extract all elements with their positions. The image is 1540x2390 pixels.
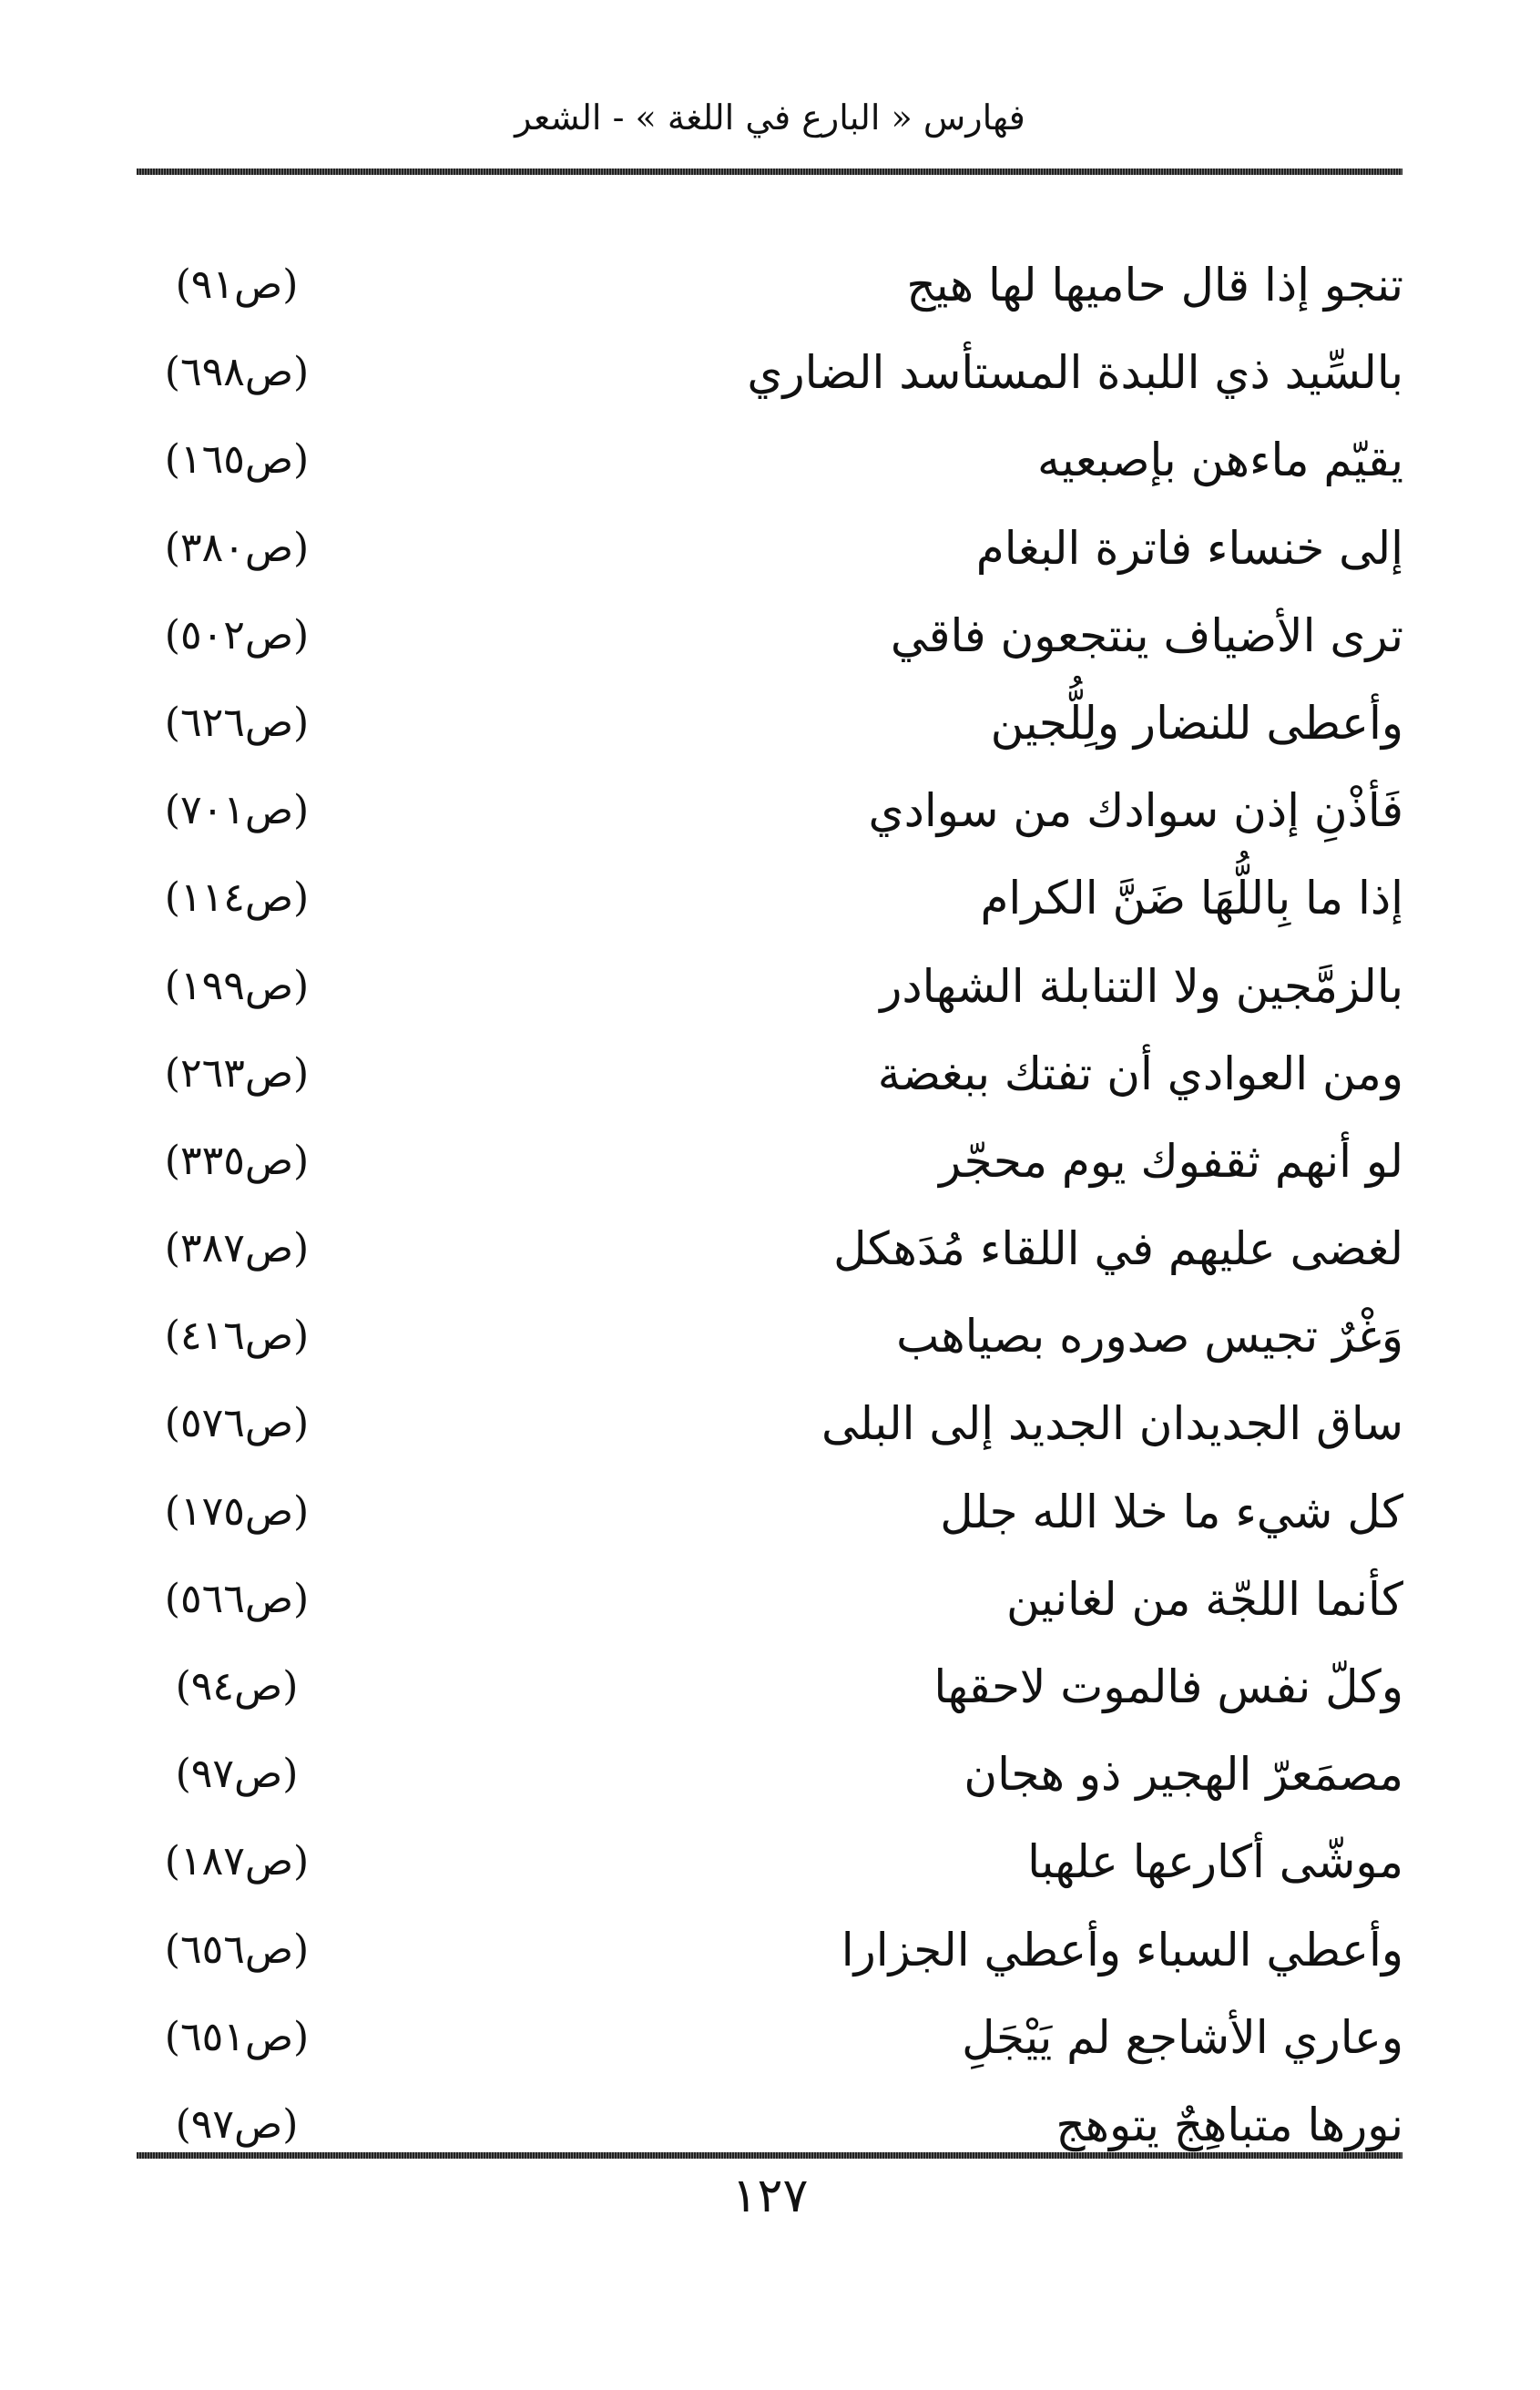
page-reference: (ص١٦٥) <box>164 436 310 484</box>
page-reference: (ص٩٤) <box>175 1663 299 1710</box>
page-reference: (ص٢٦٣) <box>164 1049 310 1097</box>
verse-text: وكلّ نفس فالموت لاحقها <box>933 1660 1403 1713</box>
verse-text: ساق الجديدان الجديد إلى البلى <box>821 1397 1403 1451</box>
list-item <box>0 1118 1540 1205</box>
verse-index-list <box>0 241 1540 2169</box>
page-reference: (ص٩١) <box>175 261 299 308</box>
header-divider <box>137 169 1402 175</box>
page-reference: (ص١٩٩) <box>164 962 310 1009</box>
list-item <box>0 1468 1540 1556</box>
page-number: ١٢٧ <box>731 2169 809 2223</box>
page-reference: (ص٣٣٥) <box>164 1137 310 1184</box>
list-item <box>0 1731 1540 1818</box>
verse-text: فَأذْنِ إذن سوادك من سوادي <box>868 784 1403 838</box>
verse-text: إذا ما بِاللُّهَا ضَنَّ الكرام <box>980 872 1403 925</box>
page-reference: (ص٧٠١) <box>164 787 310 834</box>
page-reference: (ص٣٨٠) <box>164 524 310 571</box>
list-item <box>0 679 1540 767</box>
verse-text: مصمَعرّ الهجير ذو هجان <box>964 1748 1403 1802</box>
page-reference: (ص٥٠٢) <box>164 611 310 659</box>
list-item <box>0 854 1540 942</box>
list-item <box>0 1556 1540 1643</box>
list-item <box>0 1030 1540 1118</box>
verse-text: بالسِّيد ذي اللبدة المستأسد الضاري <box>747 346 1403 400</box>
verse-text: كل شيء ما خلا الله جلل <box>940 1485 1403 1538</box>
list-item <box>0 1380 1540 1467</box>
verse-text: وأعطى للنضار ولِلُّجين <box>990 696 1403 750</box>
verse-text: لغضى عليهم في اللقاء مُدَهكل <box>833 1222 1403 1276</box>
verse-text: موشّى أكارعها علهبا <box>1027 1835 1403 1889</box>
verse-text: بالزمَّجين ولا التنابلة الشهادر <box>880 959 1403 1013</box>
page-reference: (ص٦٢٦) <box>164 699 310 746</box>
list-item <box>0 329 1540 416</box>
list-item <box>0 505 1540 592</box>
verse-text: ترى الأضياف ينتجعون فاقي <box>890 608 1403 662</box>
page-reference: (ص٩٧) <box>175 2100 299 2148</box>
verse-text: يقيّم ماءهن بإصبعيه <box>1036 434 1403 487</box>
verse-text: لو أنهم ثقفوك يوم محجّر <box>939 1134 1403 1188</box>
verse-text: إلى خنساء فاترة البغام <box>975 521 1403 575</box>
running-header-title: فهارس « البارع في اللغة » - الشعر <box>515 97 1025 138</box>
page-reference: (ص١٨٧) <box>164 1838 310 1885</box>
verse-text: وعاري الأشاجع لم يَيْجَلِ <box>962 2010 1403 2064</box>
page-reference: (ص٤١٦) <box>164 1312 310 1360</box>
page-reference: (ص٩٧) <box>175 1751 299 1798</box>
list-item <box>0 592 1540 679</box>
page-reference: (ص٦٥١) <box>164 2013 310 2060</box>
list-item <box>0 241 1540 329</box>
list-item <box>0 1906 1540 1994</box>
verse-text: كأنما اللجّة من لغانين <box>1005 1572 1403 1626</box>
list-item <box>0 416 1540 504</box>
footer-divider <box>137 2152 1402 2159</box>
page-reference: (ص٥٦٦) <box>164 1575 310 1622</box>
page-reference: (ص١٧٥) <box>164 1487 310 1535</box>
verse-text: وأعطي السباء وأعطي الجزارا <box>841 1923 1403 1976</box>
list-item <box>0 767 1540 854</box>
list-item <box>0 1818 1540 1905</box>
verse-text: وَغْرٌ تجيس صدوره بصياهب <box>896 1310 1403 1364</box>
list-item <box>0 943 1540 1030</box>
list-item <box>0 1292 1540 1380</box>
page-reference: (ص٥٧٦) <box>164 1400 310 1447</box>
list-item <box>0 1994 1540 2081</box>
verse-text: ومن العوادي أن تفتك ببغضة <box>877 1047 1403 1100</box>
page-reference: (ص٣٨٧) <box>164 1225 310 1272</box>
page-reference: (ص٦٩٨) <box>164 349 310 396</box>
list-item <box>0 1643 1540 1731</box>
list-item <box>0 1205 1540 1292</box>
page-reference: (ص١١٤) <box>164 874 310 922</box>
verse-text: نورها متباهِجٌ يتوهج <box>1056 2098 1403 2151</box>
verse-text: تنجو إذا قال حاميها لها هيج <box>906 259 1403 312</box>
page-reference: (ص٦٥٦) <box>164 1925 310 1973</box>
